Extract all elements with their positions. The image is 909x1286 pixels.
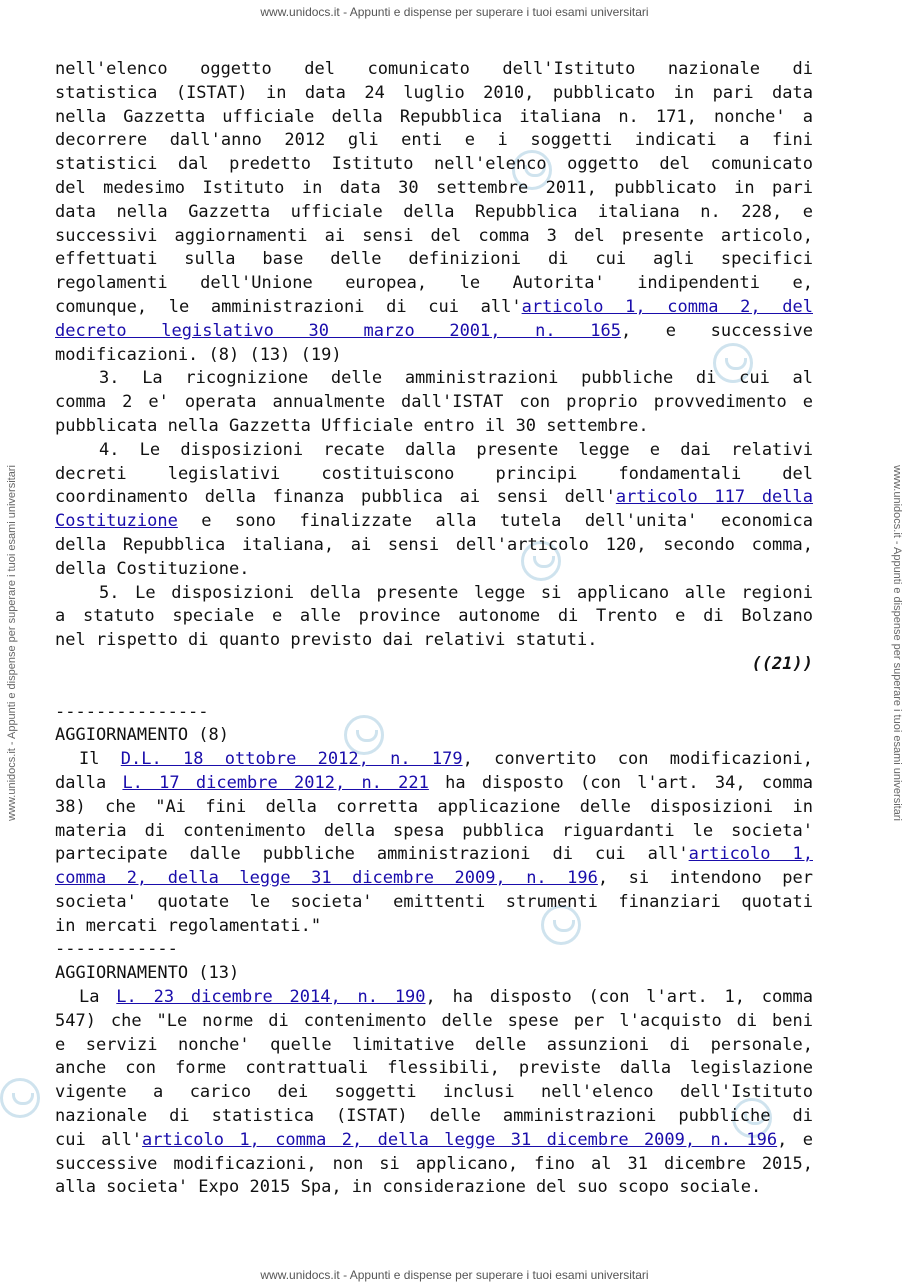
text-segment: effettuati sulla base delle definizioni di cui agli specifici [55, 249, 813, 270]
text-line [55, 1081, 813, 1105]
text-line [55, 463, 813, 487]
text-line [55, 177, 813, 201]
text-line [55, 106, 813, 130]
text-line [55, 439, 813, 463]
text-segment: 5. Le disposizioni della presente legge si applicano alle regioni [99, 582, 813, 603]
text-line [55, 272, 813, 296]
text-segment: a statuto speciale e alle province autonome di Trento e di Bolzano [55, 606, 813, 627]
text-segment: , convertito con modificazioni, [462, 749, 813, 770]
text-segment: ha disposto (con l'art. 34, comma [428, 772, 813, 793]
text-line [55, 1010, 813, 1034]
text-line [55, 510, 813, 534]
text-line [55, 891, 813, 915]
text-line [55, 605, 813, 629]
text-segment: , e [777, 1129, 813, 1150]
text-line [55, 724, 813, 748]
side-banner-left: www.unidocs.it - Appunti e dispense per superare i tuoi esami universitari [6, 465, 18, 821]
text-segment: comma 2 e' operata annualmente dall'ISTAT con proprio provvedimento e [55, 392, 813, 413]
text-line [55, 629, 813, 653]
text-segment: La [79, 987, 117, 1008]
text-line [55, 82, 813, 106]
text-segment: nella Gazzetta ufficiale della Repubblica italiana n. 171, nonche' a [55, 106, 813, 127]
text-segment: della Costituzione. [55, 558, 250, 579]
text-segment: data nella Gazzetta ufficiale della Repubblica italiana n. 228, e [55, 201, 813, 222]
text-segment: AGGIORNAMENTO (13) [55, 963, 240, 984]
text-segment: ((21)) [751, 653, 813, 674]
law-reference-link[interactable]: articolo 1, [688, 844, 813, 865]
text-line [55, 367, 813, 391]
text-segment: , si intendono per [597, 868, 813, 889]
text-segment: , ha disposto (con l'art. 1, comma [425, 987, 813, 1008]
text-line [55, 962, 813, 986]
text-line [55, 391, 813, 415]
side-banner-right: www.unidocs.it - Appunti e dispense per superare i tuoi esami universitari [891, 465, 903, 821]
text-segment: pubblicata nella Gazzetta Ufficiale entro il 30 settembre. [55, 415, 649, 436]
text-line [55, 320, 813, 344]
text-line [55, 772, 813, 796]
text-segment: regolamenti dell'Unione europea, le Autorita' indipendenti e, [55, 273, 813, 294]
text-line [55, 58, 813, 82]
text-segment: 547) che "Le norme di contenimento delle spese per l'acquisto di beni [55, 1010, 813, 1031]
text-line [55, 225, 813, 249]
text-segment: statistici dal predetto Istituto nell'elenco oggetto del comunicato [55, 154, 813, 175]
text-segment: AGGIORNAMENTO (8) [55, 725, 229, 746]
text-segment: , e successive [620, 320, 813, 341]
text-segment: 4. Le disposizioni recate dalla presente legge e dai relativi [99, 439, 813, 460]
law-reference-link[interactable]: articolo 117 della [615, 487, 814, 508]
text-line [55, 248, 813, 272]
text-line [55, 915, 813, 939]
text-line [55, 867, 813, 891]
law-reference-link[interactable]: L. 23 dicembre 2014, n. 190 [116, 987, 426, 1008]
header-banner: www.unidocs.it - Appunti e dispense per superare i tuoi esami universitari [260, 5, 649, 19]
text-segment: 3. La ricognizione delle amministrazioni pubbliche di cui al [99, 368, 813, 389]
text-segment: partecipate dalle pubbliche amministrazioni di cui all' [55, 844, 689, 865]
text-line [55, 582, 813, 606]
text-segment: societa' quotate le societa' emittenti strumenti finanziari quotati [55, 891, 813, 912]
text-line [55, 296, 813, 320]
text-segment: nel rispetto di quanto previsto dai relativi statuti. [55, 630, 598, 651]
text-segment: dalla [55, 772, 123, 793]
law-reference-link[interactable]: Costituzione [55, 511, 178, 532]
text-segment: cui all' [55, 1129, 143, 1150]
text-line [55, 201, 813, 225]
text-line [55, 558, 813, 582]
text-line [55, 344, 813, 368]
text-segment: in mercati regolamentati." [55, 915, 322, 936]
law-reference-link[interactable]: comma 2, della legge 31 dicembre 2009, n. 196 [55, 868, 598, 889]
text-line [55, 986, 813, 1010]
text-segment: ------------ [55, 939, 178, 960]
text-segment: successive modificazioni, non si applicano, fino al 31 dicembre 2015, [55, 1153, 813, 1174]
text-segment: nazionale di statistica (ISTAT) delle amministrazioni pubbliche di [55, 1106, 813, 1127]
text-segment: anche con forme contrattuali flessibili, previste dalla legislazione [55, 1058, 813, 1079]
text-line [55, 1153, 813, 1177]
text-line [55, 843, 813, 867]
text-line [55, 153, 813, 177]
text-segment: e servizi nonche' quelle limitative delle assunzioni di personale, [55, 1034, 813, 1055]
text-segment: comunque, le amministrazioni di cui all' [55, 296, 522, 317]
text-segment: nell'elenco oggetto del comunicato dell'Istituto nazionale di [55, 59, 813, 79]
law-reference-link[interactable]: D.L. 18 ottobre 2012, n. 179 [120, 749, 463, 770]
text-line [55, 129, 813, 153]
document-body [55, 58, 813, 1200]
text-line [55, 796, 813, 820]
text-segment: del medesimo Istituto in data 30 settembre 2011, pubblicato in pari [55, 177, 813, 198]
text-line [55, 1129, 813, 1153]
text-line [55, 415, 813, 439]
text-segment: modificazioni. (8) (13) (19) [55, 344, 342, 365]
text-segment: e sono finalizzate alla tutela dell'unita' economica [177, 511, 813, 532]
text-segment: 38) che "Ai fini della corretta applicazione delle disposizioni in [55, 796, 813, 817]
text-segment: successivi aggiornamenti ai sensi del comma 3 del presente articolo, [55, 225, 813, 246]
text-segment: statistica (ISTAT) in data 24 luglio 2010, pubblicato in pari data [55, 82, 813, 103]
law-reference-link[interactable]: articolo 1, comma 2, del [521, 296, 813, 317]
law-reference-link[interactable]: decreto legislativo 30 marzo 2001, n. 165 [55, 320, 621, 341]
text-segment: decreti legislativi costituiscono principi fondamentali del [55, 463, 813, 484]
text-segment: alla societa' Expo 2015 Spa, in considerazione del suo scopo sociale. [55, 1177, 762, 1198]
text-line [55, 534, 813, 558]
text-line [55, 1034, 813, 1058]
law-reference-link[interactable]: L. 17 dicembre 2012, n. 221 [122, 772, 429, 793]
law-reference-link[interactable]: articolo 1, comma 2, della legge 31 dicembre 2009, n. 196 [142, 1129, 778, 1150]
unidocs-logo-icon [0, 1078, 40, 1118]
text-line [55, 677, 813, 701]
text-segment: decorrere dall'anno 2012 gli enti e i soggetti indicati a fini [55, 130, 813, 151]
text-segment: Il [79, 749, 121, 770]
text-line [55, 653, 813, 677]
text-line [55, 1057, 813, 1081]
text-line [55, 1176, 813, 1200]
text-segment: vigente a carico dei soggetti inclusi nell'elenco dell'Istituto [55, 1082, 813, 1103]
text-segment: della Repubblica italiana, ai sensi dell'articolo 120, secondo comma, [55, 534, 813, 555]
footer-banner: www.unidocs.it - Appunti e dispense per superare i tuoi esami universitari [260, 1268, 649, 1282]
text-segment: coordinamento della finanza pubblica ai sensi dell' [55, 487, 616, 508]
text-segment: --------------- [55, 701, 209, 722]
text-line [55, 820, 813, 844]
text-line [55, 701, 813, 725]
text-line [55, 1105, 813, 1129]
text-line [55, 486, 813, 510]
text-line [55, 938, 813, 962]
text-line [55, 748, 813, 772]
text-segment: materia di contenimento della spesa pubblica riguardanti le societa' [55, 820, 813, 841]
